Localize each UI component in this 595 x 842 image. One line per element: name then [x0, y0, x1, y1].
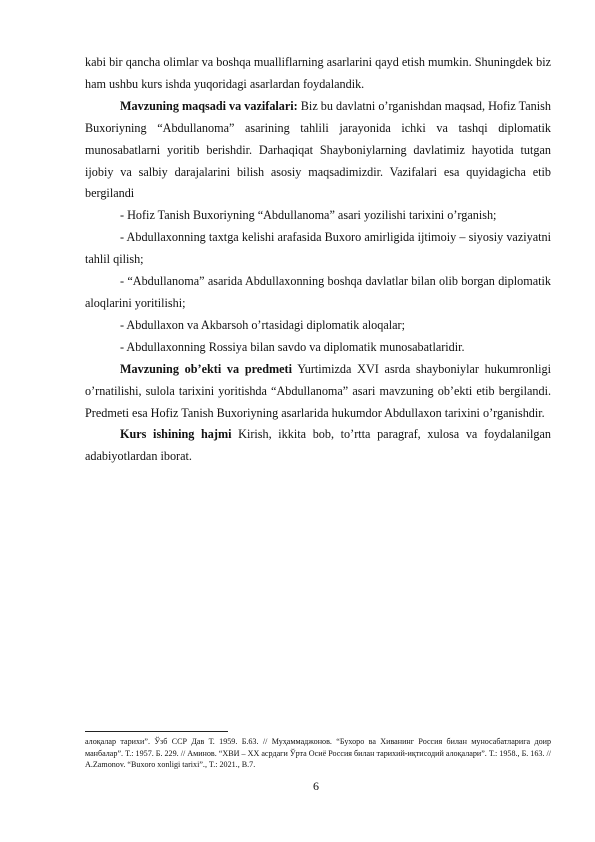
object-subject-text: Yurtimizda XVI asrda shayboniylar hukumronligi o’rnatilishi, sulola tarixini yoritishda “Abdullanoma” asari mavzuning ob’ekti etib bergilandi. Predmeti esa Hofiz Tanish Buxoriyning asarlarida hukumdor Abdullaxon tarixini o’rganishdir. — [85, 361, 551, 420]
paragraph-object-subject — [85, 359, 551, 425]
task-item-2: - Abdullaxonning taxtga kelishi arafasida Buxoro amirligida ijtimoiy – siyosiy vaziyatni tahlil qilish; — [85, 230, 551, 267]
volume-text: Kirish, ikkita bob, to’rtta paragraf, xulosa va foydalanilgan adabiyotlardan iborat. — [85, 427, 551, 464]
task-item-1: - Hofiz Tanish Buxoriyning “Abdullanoma” asari yozilishi tarixini o’rganish; — [120, 208, 497, 223]
footnote: алоқалар тарихи”. Ўзб ССР Дав Т. 1959. Б.63. // Муҳаммаджонов. “Бухоро ва Хиванинг Россия билан муносабатларига доир манбалар”. Т.: 1957. Б. 229. // Аминов. “XВИ – XX асрдаги Ўрта Осиё Россия билан тарихий-иқтисодий алоқалари”. Т.: 1958., Б. 163. // A.Zamonov. “Buxoro xonligi tarixi”., T.: 2021., B.7. — [85, 737, 551, 770]
heading-goals: Mavzuning maqsadi va vazifalari: — [120, 98, 298, 113]
page-number: 6 — [313, 779, 319, 793]
task-item-5: - Abdullaxonning Rossiya bilan savdo va diplomatik munosabatlaridir. — [120, 339, 465, 354]
goals-text: Biz bu davlatni o’rganishdan maqsad, Hofiz Tanish Buxoriyning “Abdullanoma” asarining tahlili jarayonida ichki va tashqi diplomatik munosabatlarni yoritib berishdir. Darhaqiqat Shayboniylarning davlatimiz hayotida tutgan ijobiy va salbiy darajalarini bilish asosiy maqsadimizdir. Vazifalari esa quyidagicha etib bergilandi — [85, 98, 551, 201]
paragraph-intro: kabi bir qancha olimlar va boshqa mualliflarning asarlarini qayd etish mumkin. Shuningdek biz ham ushbu kurs ishda yuqoridagi asarlardan foydalandik. — [85, 55, 551, 91]
paragraph-goals — [85, 96, 551, 206]
footnote-divider — [85, 731, 228, 732]
heading-volume: Kurs ishining hajmi — [120, 427, 232, 442]
task-item-4: - Abdullaxon va Akbarsoh o’rtasidagi diplomatik aloqalar; — [120, 317, 405, 332]
heading-object-subject: Mavzuning ob’ekti va predmeti — [120, 361, 292, 376]
task-item-3: - “Abdullanoma” asarida Abdullaxonning boshqa davlatlar bilan olib borgan diplomatik aloqlarini yoritilishi; — [85, 274, 551, 310]
paragraph-volume — [85, 424, 551, 468]
body-text — [85, 52, 551, 468]
